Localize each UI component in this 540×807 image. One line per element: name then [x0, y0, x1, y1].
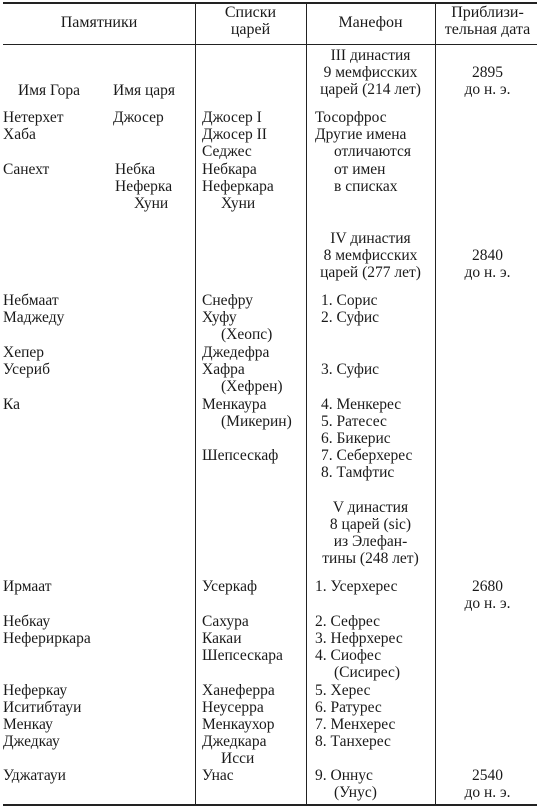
- manetho-name: от имен: [334, 161, 386, 178]
- king-list-name: Снефру: [202, 292, 254, 309]
- horus-name: Санехт: [3, 161, 50, 178]
- horus-name: Маджеду: [3, 309, 65, 326]
- horus-name: Уджатауи: [3, 767, 66, 784]
- horus-name: Ка: [3, 396, 21, 413]
- manetho-name: 8. Тамфтис: [321, 464, 395, 481]
- king-name: Неферка: [115, 178, 173, 195]
- dynasty-title: IV династия: [330, 230, 411, 247]
- final-date: 2540: [472, 767, 503, 784]
- horus-name: Хепер: [3, 344, 44, 361]
- king-list-name: Исси: [221, 750, 255, 767]
- horus-name: Менкау: [3, 716, 53, 733]
- king-list-name: Хафра: [202, 361, 245, 378]
- horus-name: Джедкау: [3, 733, 60, 750]
- horus-name: Хаба: [3, 126, 36, 143]
- manetho-name: 2. Сефрес: [315, 613, 381, 630]
- manetho-name: 3. Суфис: [321, 361, 380, 378]
- manetho-name: Другие имена: [315, 126, 407, 143]
- king-list-name: Седжес: [202, 143, 252, 160]
- horus-name: Нефериркара: [3, 630, 91, 647]
- king-list-name: Унас: [202, 767, 234, 784]
- king-list-name: (Микерин): [221, 413, 292, 430]
- dynasty-date: до н. э.: [464, 595, 511, 612]
- manetho-name: в списках: [334, 178, 398, 195]
- king-list-name: Неферкара: [202, 178, 274, 195]
- manetho-name: 3. Нефрхерес: [315, 630, 403, 647]
- horus-name: Ирмаат: [3, 578, 52, 595]
- king-list-name: Неусерра: [202, 699, 264, 716]
- king-list-name: Менкаухор: [202, 716, 275, 733]
- col-divider-2: [306, 3, 307, 804]
- dynasty-date: 2840: [472, 247, 503, 264]
- king-list-name: (Хеопс): [221, 326, 273, 343]
- horus-name: Усериб: [3, 361, 50, 378]
- manetho-name: Тосорфрос: [315, 109, 387, 126]
- subheader-horus-name: Имя Гора: [18, 82, 80, 99]
- king-list-name: Джосер II: [202, 126, 267, 143]
- manetho-name: (Унус): [334, 784, 377, 801]
- king-list-name: Ханеферра: [202, 682, 275, 699]
- manetho-name: 4. Сиофес: [315, 647, 382, 664]
- manetho-name: 1. Сорис: [321, 292, 378, 309]
- king-list-name: Хуфу: [202, 309, 237, 326]
- col-divider-3: [435, 3, 436, 804]
- dynasty-date: до н. э.: [464, 81, 511, 98]
- horus-name: Иситибтауи: [3, 699, 82, 716]
- king-list-name: Сахура: [202, 613, 249, 630]
- manetho-name: 6. Бикерис: [321, 430, 391, 447]
- king-name: Джосер: [113, 109, 164, 126]
- manetho-name: отличаются: [334, 143, 411, 160]
- manetho-name: 8. Танхерес: [315, 733, 391, 750]
- manetho-name: 2. Суфис: [321, 309, 380, 326]
- dynasty-date: 2680: [472, 578, 503, 595]
- manetho-name: 5. Херес: [315, 682, 371, 699]
- manetho-name: 1. Усерхерес: [315, 578, 398, 595]
- header-monuments: Памятники: [60, 14, 138, 31]
- dynasty-title: тины (248 лет): [322, 550, 419, 567]
- header-king-lists-1: Списки: [224, 4, 277, 21]
- header-date-2: тельная дата: [444, 21, 531, 38]
- manetho-name: 7. Менхерес: [315, 716, 396, 733]
- final-date: до н. э.: [464, 784, 511, 801]
- dynasty-title: III династия: [330, 47, 411, 64]
- king-list-name: Джедефра: [202, 344, 270, 361]
- king-name: Небка: [115, 161, 156, 178]
- subheader-king-name: Имя царя: [113, 82, 176, 99]
- king-list-name: Менкаура: [202, 396, 267, 413]
- king-list-name: Джедкара: [202, 733, 267, 750]
- horus-name: Небмаат: [3, 292, 59, 309]
- king-list-name: Шепсескара: [202, 647, 283, 664]
- dynasty-title: V династия: [332, 499, 409, 516]
- dynasty-title: царей (214 лет): [320, 81, 421, 98]
- king-list-name: Джосер I: [202, 109, 262, 126]
- bottom-rule: [3, 804, 537, 806]
- manetho-name: 7. Себерхерес: [321, 447, 413, 464]
- manetho-name: 9. Оннус: [315, 767, 373, 784]
- manetho-name: (Сисирес): [334, 664, 401, 681]
- king-name: Хуни: [134, 195, 169, 212]
- king-list-name: Шепсескаф: [202, 447, 279, 464]
- dynasty-title: 8 мемфисских: [323, 247, 418, 264]
- header-king-lists-2: царей: [230, 21, 271, 38]
- dynasty-date: 2895: [472, 64, 503, 81]
- horus-name: Небкау: [3, 613, 51, 630]
- manetho-name: 5. Ратесес: [321, 413, 387, 430]
- horus-name: Нетерхет: [3, 109, 64, 126]
- dynasty-date: до н. э.: [464, 264, 511, 281]
- king-list-name: (Хефрен): [221, 378, 283, 395]
- manetho-name: 6. Ратурес: [315, 699, 382, 716]
- king-list-name: Какаи: [202, 630, 242, 647]
- king-list-name: Хуни: [221, 195, 256, 212]
- horus-name: Неферкау: [3, 682, 68, 699]
- dynasty-title: из Элефан-: [333, 533, 408, 550]
- header-rule: [3, 44, 537, 45]
- king-list-name: Небкара: [202, 161, 257, 178]
- king-list-name: Усеркаф: [202, 578, 258, 595]
- dynasty-title: 8 царей (sic): [329, 516, 412, 533]
- manetho-name: 4. Менкерес: [321, 396, 402, 413]
- header-date-1: Приблизи-: [451, 4, 524, 21]
- header-manetho: Манефон: [338, 14, 403, 31]
- col-divider-1: [195, 3, 196, 804]
- dynasty-title: 9 мемфисских: [323, 64, 418, 81]
- dynasty-title: царей (277 лет): [320, 264, 421, 281]
